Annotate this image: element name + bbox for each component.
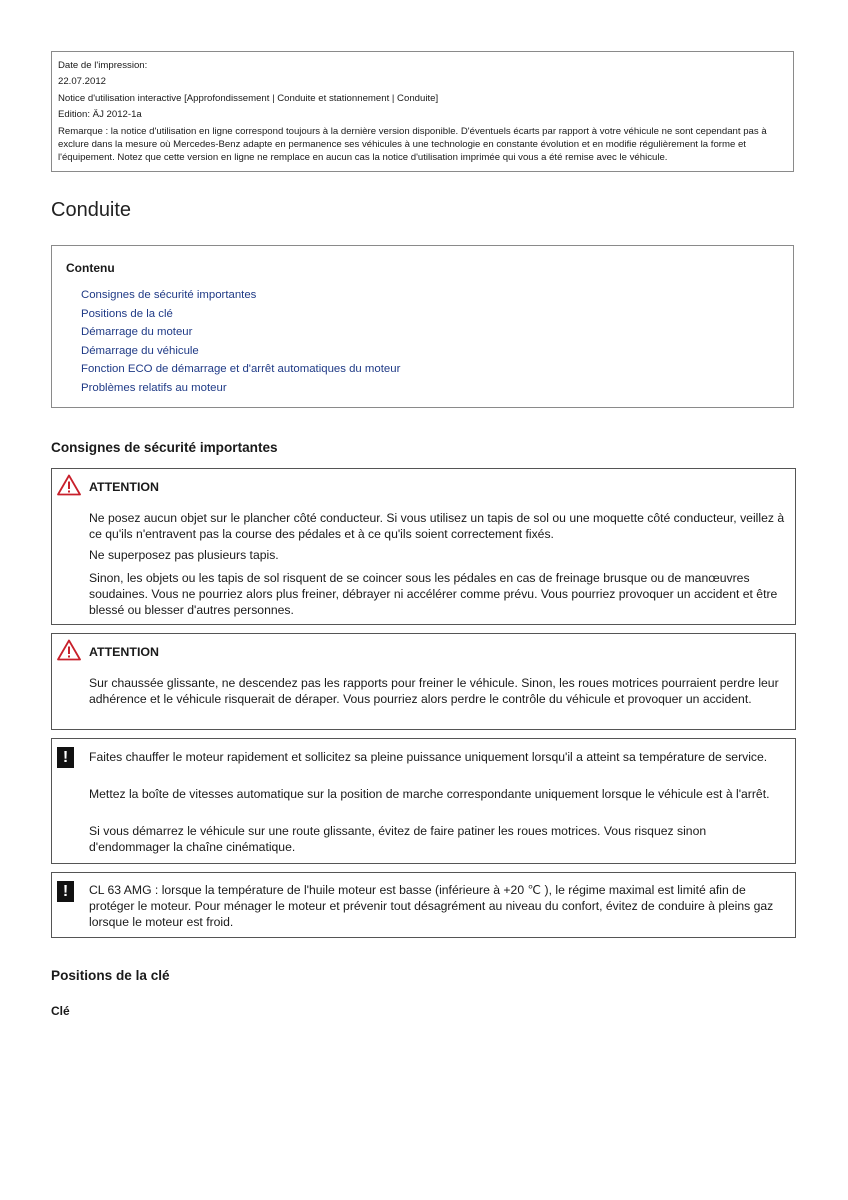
section-heading-safety: Consignes de sécurité importantes (51, 440, 278, 455)
subheading-key: Clé (51, 1004, 70, 1018)
toc-heading: Contenu (66, 261, 115, 275)
warning-paragraph: Sur chaussée glissante, ne descendez pas les rapports pour freiner le véhicule. Sinon, les roues motrices pourraient perdre leur adhérence et le véhicule risquerait de déraper. Vous pourriez alors perdre le contrôle du véhicule et provoquer un accident. (89, 676, 779, 706)
section-heading-key-positions: Positions de la clé (51, 968, 170, 983)
print-date: 22.07.2012 (58, 76, 107, 88)
warning-triangle-icon (57, 639, 81, 661)
note-paragraph: Si vous démarrez le véhicule sur une route glissante, évitez de faire patiner les roues motrices. Vous risquez sinon d'endommager la chaîne cinématique. (89, 824, 707, 854)
page-title: Conduite (51, 199, 132, 221)
print-info-box (51, 51, 794, 172)
toc-link-engine-problems[interactable]: Problèmes relatifs au moteur (81, 381, 227, 394)
note-paragraph: Faites chauffer le moteur rapidement et sollicitez sa pleine puissance uniquement lorsqu'il a atteint sa température de service. (89, 750, 768, 764)
print-notice-path: Notice d'utilisation interactive [Approfondissement | Conduite et stationnement | Conduite] (58, 92, 439, 104)
toc-link-engine-start[interactable]: Démarrage du moteur (81, 326, 193, 338)
note-box-cl63-amg (51, 872, 796, 938)
toc-list (81, 286, 400, 397)
toc-link-vehicle-start[interactable]: Démarrage du véhicule (81, 344, 199, 357)
exclamation-note-icon: ! (57, 881, 74, 902)
table-of-contents (51, 245, 794, 408)
note-box-engine-warmup (51, 738, 796, 864)
note-paragraph: CL 63 AMG : lorsque la température de l'huile moteur est basse (inférieure à +20 ℃ ), le régime maximal est limité afin de protéger le moteur. Pour ménager le moteur et prévenir tout désagrément au niveau du confort, évitez de conduire à pleins gaz lorsque le moteur est froid. (89, 883, 774, 929)
toc-link-eco-function[interactable]: Fonction ECO de démarrage et d'arrêt automatiques du moteur (81, 363, 401, 375)
print-date-label: Date de l'impression: (58, 60, 148, 71)
toc-link-safety[interactable]: Consignes de sécurité importantes (81, 289, 257, 301)
print-edition: Edition: ÄJ 2012-1a (58, 109, 142, 121)
print-remark: Remarque : la notice d'utilisation en ligne correspond toujours à la dernière version disponible. D'éventuels écarts par rapport à votre véhicule ne sont cependant pas à exclure dans la mesure où Mercedes-Benz adapte en permanence ses véhicules à une technologie en constante évolution et en modifie régulièrement la forme et l'équipement. Notez que cette version en ligne ne remplace en aucun cas la notice d'utilisation imprimée qui vous a été remise avec le véhicule. (58, 125, 767, 164)
warning-label: ATTENTION (89, 480, 159, 494)
note-paragraph: Mettez la boîte de vitesses automatique sur la position de marche correspondante uniquement lorsque le véhicule est à l'arrêt. (89, 787, 770, 801)
warning-paragraph: Ne superposez pas plusieurs tapis. (89, 548, 279, 562)
warning-label: ATTENTION (89, 645, 159, 659)
warning-box-floor (51, 468, 796, 625)
toc-link-key-positions[interactable]: Positions de la clé (81, 307, 173, 320)
warning-box-slippery-road (51, 633, 796, 730)
warning-paragraph: Sinon, les objets ou les tapis de sol risquent de se coincer sous les pédales en cas de freinage brusque ou de manœuvres soudaines. Vous ne pourriez alors plus freiner, débrayer ni accélérer comme prévu. Vous pourriez provoquer un accident et être blessé ou blesser d'autres personnes. (89, 571, 778, 617)
warning-paragraph: Ne posez aucun objet sur le plancher côté conducteur. Si vous utilisez un tapis de sol ou une moquette côté conducteur, veillez à ce qu'ils n'entravent pas la course des pédales et à ce qu'ils soient correctement fixés. (89, 511, 785, 541)
exclamation-note-icon: ! (57, 747, 74, 768)
warning-triangle-icon (57, 474, 81, 496)
